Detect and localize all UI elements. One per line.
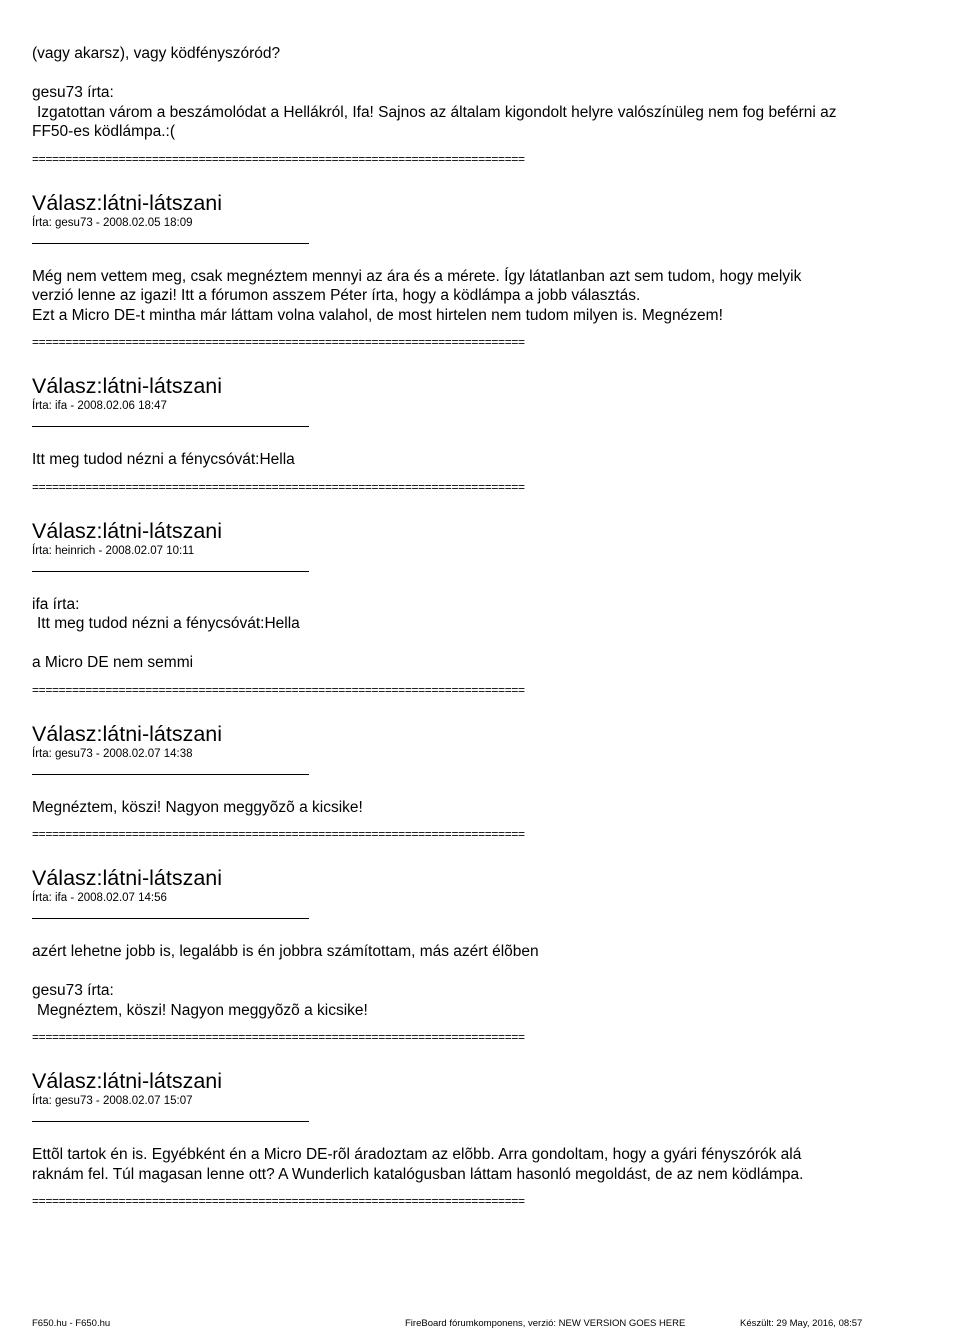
- quote-line: Itt meg tudod nézni a fénycsóvát:Hella: [37, 615, 300, 632]
- post-meta: Írta: gesu73 - 2008.02.07 14:38: [32, 747, 193, 760]
- forum-thread: [32, 44, 932, 1208]
- post-text-line: Ettõl tartok én is. Egyébként én a Micro DE-rõl áradoztam az elõbb. Arra gondoltam, hogy a gyári fényszórók alá: [32, 1146, 802, 1163]
- post-meta: Írta: ifa - 2008.02.07 14:56: [32, 892, 167, 904]
- post-text-line: Megnéztem, köszi! Nagyon meggyõzõ a kicsike!: [32, 798, 363, 816]
- text-line: (vagy akarsz), vagy ködfényszóród?: [32, 45, 281, 62]
- quote-author: gesu73 írta:: [32, 84, 114, 101]
- post-text-line: a Micro DE nem semmi: [32, 654, 194, 671]
- post-separator: ==========================================================================: [32, 479, 525, 494]
- post-separator: ==========================================================================: [32, 682, 525, 697]
- post-text-line: Még nem vettem meg, csak megnéztem mennyi az ára és a mérete. Így látatlanban azt sem tudom, hogy melyik: [32, 267, 802, 285]
- post-text-line: azért lehetne jobb is, legalább is én jobbra számítottam, más azért élõben: [32, 943, 539, 960]
- post-meta: Írta: ifa - 2008.02.06 18:47: [32, 400, 167, 412]
- post-divider: [32, 1121, 309, 1122]
- post-title: Válasz:látni-látszani: [32, 721, 223, 746]
- quote-line: Izgatottan várom a beszámolódat a Hellákról, Ifa! Sajnos az általam kigondolt helyre valószínüleg nem fog beférni az: [37, 103, 837, 121]
- post-text-line: raknám fel. Túl magasan lenne ott? A Wunderlich katalógusban láttam hasonló megoldást, de az nem ködlámpa.: [32, 1165, 804, 1183]
- post-text-line: Itt meg tudod nézni a fénycsóvát:Hella: [32, 451, 295, 468]
- quote-author: ifa írta:: [32, 595, 80, 613]
- post-separator: ==========================================================================: [32, 827, 525, 841]
- post-text-line: Ezt a Micro DE-t mintha már láttam volna valahol, de most hirtelen nem tudom milyen is. Megnézem!: [32, 306, 723, 324]
- footer-component: FireBoard fórumkomponens, verzió: NEW VERSION GOES HERE: [405, 1318, 686, 1329]
- quote-line: FF50-es ködlámpa.:(: [32, 123, 175, 140]
- post-separator: ==========================================================================: [32, 1194, 525, 1208]
- post-title: Válasz:látni-látszani: [32, 866, 223, 890]
- post-title: Válasz:látni-látszani: [32, 190, 223, 215]
- post-meta: Írta: gesu73 - 2008.02.05 18:09: [32, 216, 193, 229]
- post-separator: ==========================================================================: [32, 151, 525, 166]
- post-divider: [32, 426, 309, 427]
- post-divider: [32, 243, 309, 244]
- post-divider: [32, 774, 309, 775]
- post-separator: ==========================================================================: [32, 335, 525, 349]
- footer-generated: Készült: 29 May, 2016, 08:57: [740, 1318, 863, 1329]
- post-meta: Írta: gesu73 - 2008.02.07 15:07: [32, 1095, 193, 1107]
- post-title: Válasz:látni-látszani: [32, 1069, 223, 1093]
- post-divider: [32, 918, 309, 919]
- post-meta: Írta: heinrich - 2008.02.07 10:11: [32, 544, 195, 557]
- post-text-line: verzió lenne az igazi! Itt a fórumon asszem Péter írta, hogy a ködlámpa a jobb választás.: [32, 287, 641, 304]
- post-title: Válasz:látni-látszani: [32, 518, 223, 543]
- footer-site: F650.hu - F650.hu: [32, 1318, 111, 1329]
- post-title: Válasz:látni-látszani: [32, 374, 223, 398]
- quote-author: gesu73 írta:: [32, 982, 114, 999]
- quote-line: Megnéztem, köszi! Nagyon meggyõzõ a kicsike!: [37, 1001, 368, 1019]
- post-divider: [32, 571, 309, 572]
- post-separator: ==========================================================================: [32, 1030, 525, 1044]
